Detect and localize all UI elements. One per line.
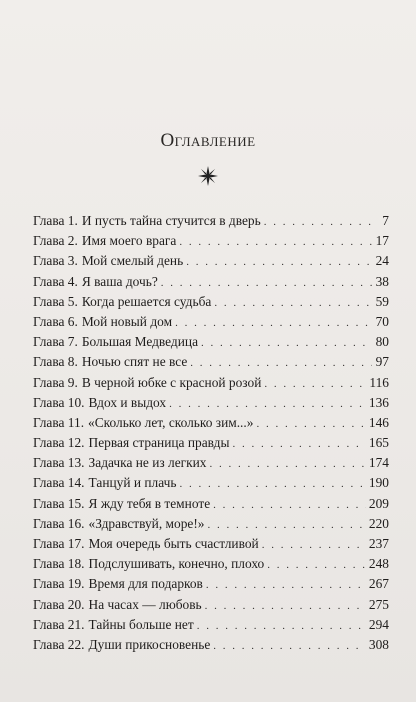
toc-dot-leader [169, 394, 366, 414]
toc-dot-leader [179, 232, 372, 252]
toc-dot-leader [197, 616, 366, 636]
toc-dot-leader [213, 495, 366, 515]
toc-page-number: 248 [368, 556, 389, 572]
toc-entry [33, 514, 389, 534]
toc-dot-leader [262, 535, 366, 555]
toc-chapter-title: Мой смелый день [81, 253, 184, 269]
toc-page-number: 80 [375, 334, 389, 350]
toc-page-number: 237 [368, 536, 389, 551]
toc-entry [33, 473, 389, 493]
toc-entry [33, 332, 389, 352]
toc-dot-leader [256, 414, 365, 434]
toc-chapter-label: Глава 6. [33, 313, 78, 329]
toc-dot-leader [175, 313, 372, 333]
toc-entry [33, 231, 389, 251]
toc-chapter-title: Мой новый дом [81, 313, 173, 329]
toc-page-number: 97 [375, 354, 389, 370]
toc-entry [33, 393, 389, 413]
toc-entry [33, 211, 389, 231]
toc-chapter-label: Глава 7. [33, 334, 78, 350]
page-title: Оглавление [160, 130, 256, 151]
toc-chapter-title: Ночью спят не все [81, 354, 188, 370]
toc-chapter-label: Глава 15. [33, 495, 85, 511]
toc-chapter-label: Глава 21. [33, 616, 85, 632]
toc-chapter-title: Тайны больше нет [88, 616, 194, 632]
toc-dot-leader [213, 636, 366, 656]
toc-entry [33, 635, 389, 655]
toc-chapter-label: Глава 1. [33, 213, 78, 228]
toc-dot-leader [186, 252, 372, 272]
toc-chapter-label: Глава 16. [33, 515, 85, 531]
toc-page-number: 294 [368, 616, 389, 632]
toc-chapter-title: Большая Медведица [81, 334, 199, 350]
toc-chapter-title: Когда решается судьба [81, 293, 212, 309]
toc-page-number: 165 [368, 435, 389, 451]
toc-chapter-title: Танцуй и плачь [88, 475, 177, 491]
toc-page-number: 136 [368, 394, 389, 410]
toc-dot-leader [206, 575, 366, 595]
toc-chapter-title: Подслушивать, конечно, плохо [88, 556, 265, 572]
toc-entry [33, 554, 389, 574]
toc-chapter-label: Глава 10. [33, 394, 85, 410]
toc-page-number: 17 [375, 233, 389, 249]
toc-chapter-title: В черной юбке с красной розой [81, 374, 262, 390]
toc-chapter-title: Время для подарков [88, 576, 203, 592]
toc-chapter-label: Глава 11. [33, 414, 85, 430]
toc-dot-leader [210, 454, 366, 474]
toc-page-number: 190 [368, 475, 389, 491]
toc-chapter-title: На часах — любовь [88, 596, 202, 612]
toc-chapter-title: «Здравствуй, море!» [88, 515, 205, 531]
toc-dot-leader [161, 273, 372, 293]
toc-entry [33, 453, 389, 473]
table-of-contents [33, 211, 389, 655]
toc-chapter-title: Души прикосновенье [88, 636, 211, 652]
toc-chapter-title: Первая страница правды [88, 435, 230, 451]
toc-chapter-label: Глава 12. [33, 435, 85, 451]
toc-entry [33, 494, 389, 514]
toc-page-number: 7 [382, 213, 389, 228]
toc-entry [33, 272, 389, 292]
toc-dot-leader [264, 212, 372, 232]
toc-page-number: 209 [368, 495, 389, 511]
toc-dot-leader [267, 555, 366, 575]
toc-page-number: 24 [375, 253, 389, 269]
toc-chapter-label: Глава 13. [33, 455, 85, 471]
toc-chapter-title: Задачка не из легких [88, 455, 207, 471]
toc-chapter-title: Имя моего врага [81, 233, 177, 249]
toc-chapter-label: Глава 20. [33, 596, 85, 612]
toc-dot-leader [180, 474, 366, 494]
toc-chapter-label: Глава 18. [33, 556, 85, 572]
toc-chapter-title: Моя очередь быть счастливой [88, 536, 259, 551]
toc-page-number: 308 [368, 636, 389, 652]
toc-chapter-label: Глава 17. [33, 536, 85, 551]
toc-chapter-label: Глава 5. [33, 293, 78, 309]
toc-entry [33, 352, 389, 372]
toc-chapter-label: Глава 8. [33, 354, 78, 370]
toc-page-number: 116 [369, 374, 389, 390]
toc-chapter-title: «Сколько лет, сколько зим...» [88, 414, 254, 430]
toc-chapter-label: Глава 3. [33, 253, 78, 269]
toc-chapter-label: Глава 19. [33, 576, 85, 592]
toc-dot-leader [205, 596, 366, 616]
toc-dot-leader [201, 333, 372, 353]
toc-dot-leader [208, 515, 366, 535]
toc-page-number: 275 [368, 596, 389, 612]
toc-chapter-label: Глава 9. [33, 374, 78, 390]
toc-page-number: 267 [368, 576, 389, 592]
toc-dot-leader [214, 293, 372, 313]
toc-entry [33, 413, 389, 433]
toc-chapter-title: И пусть тайна стучится в дверь [81, 213, 261, 228]
toc-chapter-label: Глава 2. [33, 233, 78, 249]
toc-page-number: 174 [368, 455, 389, 471]
toc-chapter-label: Глава 22. [33, 636, 85, 652]
toc-page-number: 38 [375, 273, 389, 289]
toc-dot-leader [264, 374, 366, 394]
toc-entry [33, 312, 389, 332]
toc-page-number: 70 [375, 313, 389, 329]
toc-chapter-label: Глава 4. [33, 273, 78, 289]
toc-entry [33, 373, 389, 393]
toc-page-number: 59 [375, 293, 389, 309]
toc-entry [33, 574, 389, 594]
star-burst-icon [198, 166, 218, 186]
toc-entry [33, 251, 389, 271]
toc-entry [33, 534, 389, 554]
toc-chapter-title: Я ваша дочь? [81, 273, 158, 289]
toc-page-number: 220 [368, 515, 389, 531]
toc-chapter-title: Вдох и выдох [88, 394, 167, 410]
toc-dot-leader [190, 353, 372, 373]
toc-chapter-title: Я жду тебя в темноте [88, 495, 211, 511]
toc-entry [33, 292, 389, 312]
toc-page-number: 146 [368, 414, 389, 430]
toc-entry [33, 615, 389, 635]
toc-chapter-label: Глава 14. [33, 475, 85, 491]
toc-entry [33, 595, 389, 615]
toc-dot-leader [232, 434, 365, 454]
toc-entry [33, 433, 389, 453]
